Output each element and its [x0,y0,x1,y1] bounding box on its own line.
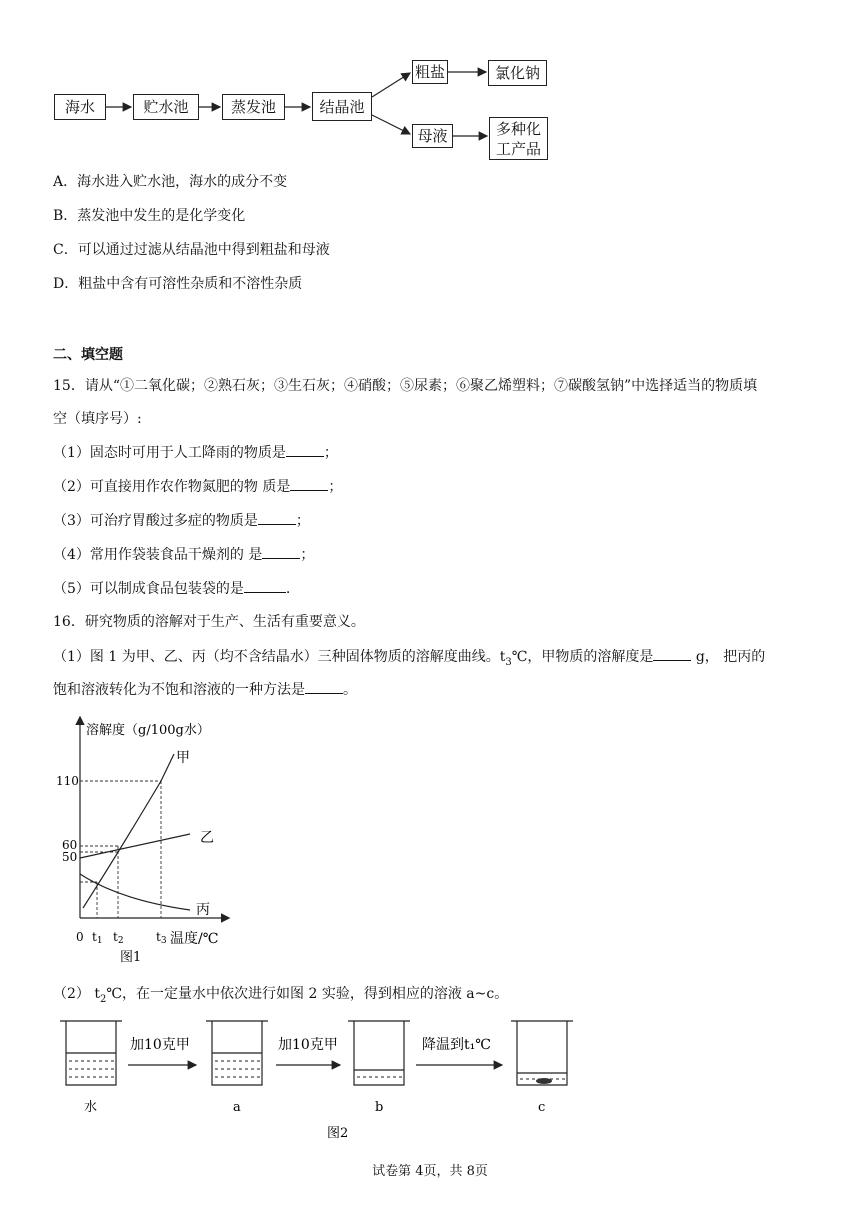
q15-item-4-end: ； [300,547,315,563]
q16-stem: 16．研究物质的溶解对于生产、生活有重要意义。 [53,614,365,630]
arrow-4 [372,73,410,97]
answer-blank[interactable] [258,510,296,525]
q15-item-3-text: （3）可治疗胃酸过多症的物质是 [53,513,258,529]
option-a: A．海水进入贮水池，海水的成分不变 [53,174,288,190]
x-tick-t2: t2 [113,930,124,946]
figure-2-experiment [50,1015,610,1145]
section-title: 二、填空题 [53,347,123,363]
q15-item-2-text: （2）可直接用作农作物氮肥的物 质是 [53,479,291,495]
q15-item-1-end: ； [323,445,338,461]
q15-item-2 [53,476,342,497]
q16-part2-sub: 2 [99,993,107,1005]
figure-1-caption: 图1 [120,950,142,965]
flow-box-mother-liquor: 母液 [412,124,453,148]
q15-item-3 [53,510,310,531]
x-tick-t3: t3 [156,930,167,946]
beaker-label-c: c [538,1100,546,1115]
curve-bing [80,874,190,910]
q16-part1-line2 [53,679,357,700]
q16-part1-text-a: （1）图 1 为甲、乙、丙（均不含结晶水）三种固体物质的溶解度曲线。t [53,649,506,665]
q15-item-4 [53,544,314,565]
option-c: C．可以通过过滤从结晶池中得到粗盐和母液 [53,242,330,258]
q16-part1-line1 [53,646,765,673]
beaker-a [206,1021,268,1085]
answer-blank[interactable] [305,679,343,694]
q15-item-5-text: （5）可以制成食品包装袋的是 [53,581,244,597]
flow-box-evaporation: 蒸发池 [222,94,285,120]
step-label-3: 降温到t₁℃ [422,1037,491,1053]
figure-1-solubility-chart [50,710,250,970]
series-label-jia: 甲 [176,750,190,766]
q15-item-2-end: ； [328,479,343,495]
flow-box-chem-products-line2: 工产品 [495,139,541,158]
q16-part2-text-a: （2） t [53,986,100,1002]
beaker-c [511,1021,573,1085]
flow-box-reservoir: 贮水池 [133,94,199,120]
step-label-1: 加10克甲 [130,1037,190,1053]
arrow-5 [372,115,410,134]
flow-arrows [0,0,600,170]
q16-part2-text-b: ℃，在一定量水中依次进行如图 2 实验，得到相应的溶液 a~c。 [106,986,509,1002]
step-label-2: 加10克甲 [278,1037,338,1053]
option-b: B．蒸发池中发生的是化学变化 [53,208,246,224]
figure-2-caption: 图2 [327,1126,349,1141]
answer-blank[interactable] [290,476,328,491]
flow-box-nacl: 氯化钠 [488,60,547,86]
q15-item-5 [53,578,290,599]
x-tick-t1: t1 [92,930,103,946]
series-label-bing: 丙 [196,902,210,918]
q15-item-3-end: ； [295,513,310,529]
series-label-yi: 乙 [200,830,214,846]
flow-box-crude-salt: 粗盐 [412,60,448,84]
page-footer: 试卷第 4页，共 8页 [372,1164,488,1179]
answer-blank[interactable] [286,442,324,457]
beaker-label-water: 水 [84,1100,98,1115]
beaker-water [60,1021,122,1085]
y-tick-60: 60 [62,838,78,852]
q15-item-1 [53,442,338,463]
flow-box-seawater: 海水 [54,94,106,120]
q15-item-5-end: . [285,581,291,597]
q16-part2 [53,984,508,1010]
q15-item-1-text: （1）固态时可用于人工降雨的物质是 [53,445,286,461]
q15-stem-line1: 15．请从“①二氧化碳；②熟石灰；③生石灰；④硝酸；⑤尿素；⑥聚乙烯塑料；⑦碳酸氢钠”中选择适当的物质填 [53,378,758,394]
q16-part1-text-c: g， 把丙的 [691,649,766,665]
beaker-b [348,1021,410,1085]
q16-part1-line2-text: 饱和溶液转化为不饱和溶液的一种方法是 [53,682,305,698]
q16-part1-sub: 3 [505,656,512,668]
q15-item-4-text: （4）常用作袋装食品干燥剂的 是 [53,547,263,563]
answer-blank[interactable] [262,544,300,559]
beaker-label-a: a [233,1100,241,1115]
y-axis-label: 溶解度（g/100g水） [86,723,210,738]
origin-label: 0 [76,930,84,944]
q16-part1-line2-end: 。 [343,682,357,698]
answer-blank[interactable] [653,646,691,661]
y-tick-50: 50 [62,850,78,864]
q15-stem-line2: 空（填序号）: [53,411,142,427]
q16-part1-text-b: ℃，甲物质的溶解度是 [511,649,654,665]
option-d: D．粗盐中含有可溶性杂质和不溶性杂质 [53,276,303,292]
answer-blank[interactable] [244,578,286,593]
x-axis-label: 温度/℃ [170,931,219,947]
flow-box-crystallization: 结晶池 [312,92,372,121]
flow-box-chem-products-line1: 多种化 [495,119,541,138]
y-tick-110: 110 [56,774,79,788]
beaker-label-b: b [375,1100,384,1115]
precipitate [536,1078,552,1084]
